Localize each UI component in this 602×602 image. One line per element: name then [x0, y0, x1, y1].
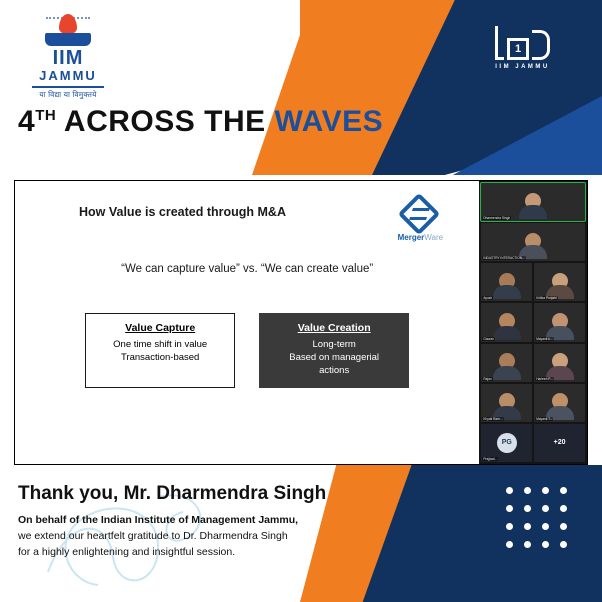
- participant-tile[interactable]: [534, 303, 585, 341]
- participant-tile[interactable]: [534, 384, 585, 422]
- gallery-row: [481, 303, 585, 341]
- overflow-participants-badge[interactable]: [534, 424, 585, 462]
- participant-tile[interactable]: [481, 303, 532, 341]
- participant-name: INDUSTRY INTERACTION...: [483, 256, 525, 261]
- participant-tile[interactable]: [481, 183, 585, 221]
- bottom-section: [0, 465, 602, 602]
- value-capture-box: [85, 313, 235, 388]
- gallery-row: [481, 183, 585, 221]
- headline-ordinal: 4: [18, 105, 36, 138]
- headline-word-1: ACROSS: [63, 105, 196, 138]
- participant-tile[interactable]: [481, 263, 532, 301]
- participant-name: Rajan: [483, 376, 492, 381]
- participant-name: Kritika Punjabi: [536, 296, 557, 301]
- participant-name: Harleen P...: [536, 376, 553, 381]
- headline-word-2: THE: [204, 105, 266, 138]
- headline-word-3: WAVES: [274, 105, 384, 138]
- iim-logo-campus: JAMMU: [39, 68, 97, 83]
- value-creation-box: [259, 313, 409, 388]
- orange-diagonal: [252, 0, 312, 175]
- participant-tile[interactable]: [481, 344, 532, 382]
- mergerware-name-light: Ware: [424, 233, 444, 242]
- logo-divider: [32, 86, 104, 88]
- page-title: [18, 105, 383, 139]
- participant-gallery[interactable]: [479, 181, 587, 464]
- gallery-row: [481, 263, 585, 301]
- credit-line-2: we extend our heartfelt gratitude to Dr. Dharmendra Singh: [18, 529, 288, 542]
- slide-boxes: [15, 313, 479, 388]
- participant-name: Dharmendra Singh: [483, 216, 511, 221]
- monogram-letter: 1: [507, 38, 529, 60]
- mergerware-logo: [383, 197, 457, 242]
- credit-block: [18, 513, 318, 560]
- gallery-row: [481, 344, 585, 382]
- thank-you-heading: Thank you, Mr. Dharmendra Singh: [18, 483, 327, 504]
- slide-title: How Value is created through M&A: [79, 205, 286, 219]
- gallery-row: [481, 424, 585, 462]
- overflow-count: +20: [553, 439, 566, 447]
- participant-name: Mayank k...: [536, 336, 553, 341]
- mergerware-name-bold: Merger: [397, 233, 425, 242]
- slide-quote: “We can capture value” vs. “We can create value”: [121, 263, 374, 275]
- participant-name: Ayush: [483, 296, 493, 301]
- value-creation-line-2: Based on managerial: [289, 351, 380, 363]
- avatar: PG: [497, 433, 517, 453]
- participant-tile[interactable]: [534, 344, 585, 382]
- top-banner: [0, 0, 602, 175]
- participant-tile[interactable]: [481, 223, 585, 261]
- value-capture-title: Value Capture: [125, 322, 196, 334]
- gallery-row: [481, 223, 585, 261]
- value-creation-title: Value Creation: [297, 322, 371, 334]
- flame-book-emblem-icon: [45, 12, 91, 46]
- iim-jammu-logo: [18, 12, 118, 100]
- mergerware-logo-icon: [400, 197, 440, 231]
- value-creation-line-1: Long-term: [312, 339, 356, 350]
- iim-jammu-monogram: [495, 22, 550, 70]
- credit-line-1: On behalf of the Indian Institute of Management Jammu,: [18, 514, 299, 526]
- participant-avatar-tile[interactable]: [481, 424, 532, 462]
- gallery-row: [481, 384, 585, 422]
- participant-name: Mayank T...: [536, 416, 553, 421]
- participant-tile[interactable]: [534, 263, 585, 301]
- iim-logo-name: IIM: [52, 47, 84, 69]
- mergerware-wordmark: [383, 233, 457, 242]
- meeting-screenshot: [14, 180, 588, 465]
- dot-grid: [506, 487, 578, 559]
- participant-name: Khyati Ram...: [483, 416, 503, 421]
- iim-logo-tagline: या विद्या या विमुक्तये: [39, 89, 97, 99]
- value-creation-line-3: actions: [319, 364, 350, 376]
- participant-name: Gaurav: [483, 336, 494, 341]
- monogram-label: IIM JAMMU: [495, 64, 550, 70]
- value-capture-line-2: Transaction-based: [121, 351, 200, 363]
- iim-jammu-monogram-icon: [495, 22, 550, 60]
- headline-ordinal-suffix: TH: [35, 107, 57, 124]
- participant-name: Prajjwal...: [483, 456, 498, 461]
- credit-line-3: for a highly enlightening and insightful session.: [18, 545, 236, 558]
- value-capture-line-1: One time shift in value: [113, 339, 208, 350]
- participant-tile[interactable]: [481, 384, 532, 422]
- presentation-slide: [15, 181, 479, 464]
